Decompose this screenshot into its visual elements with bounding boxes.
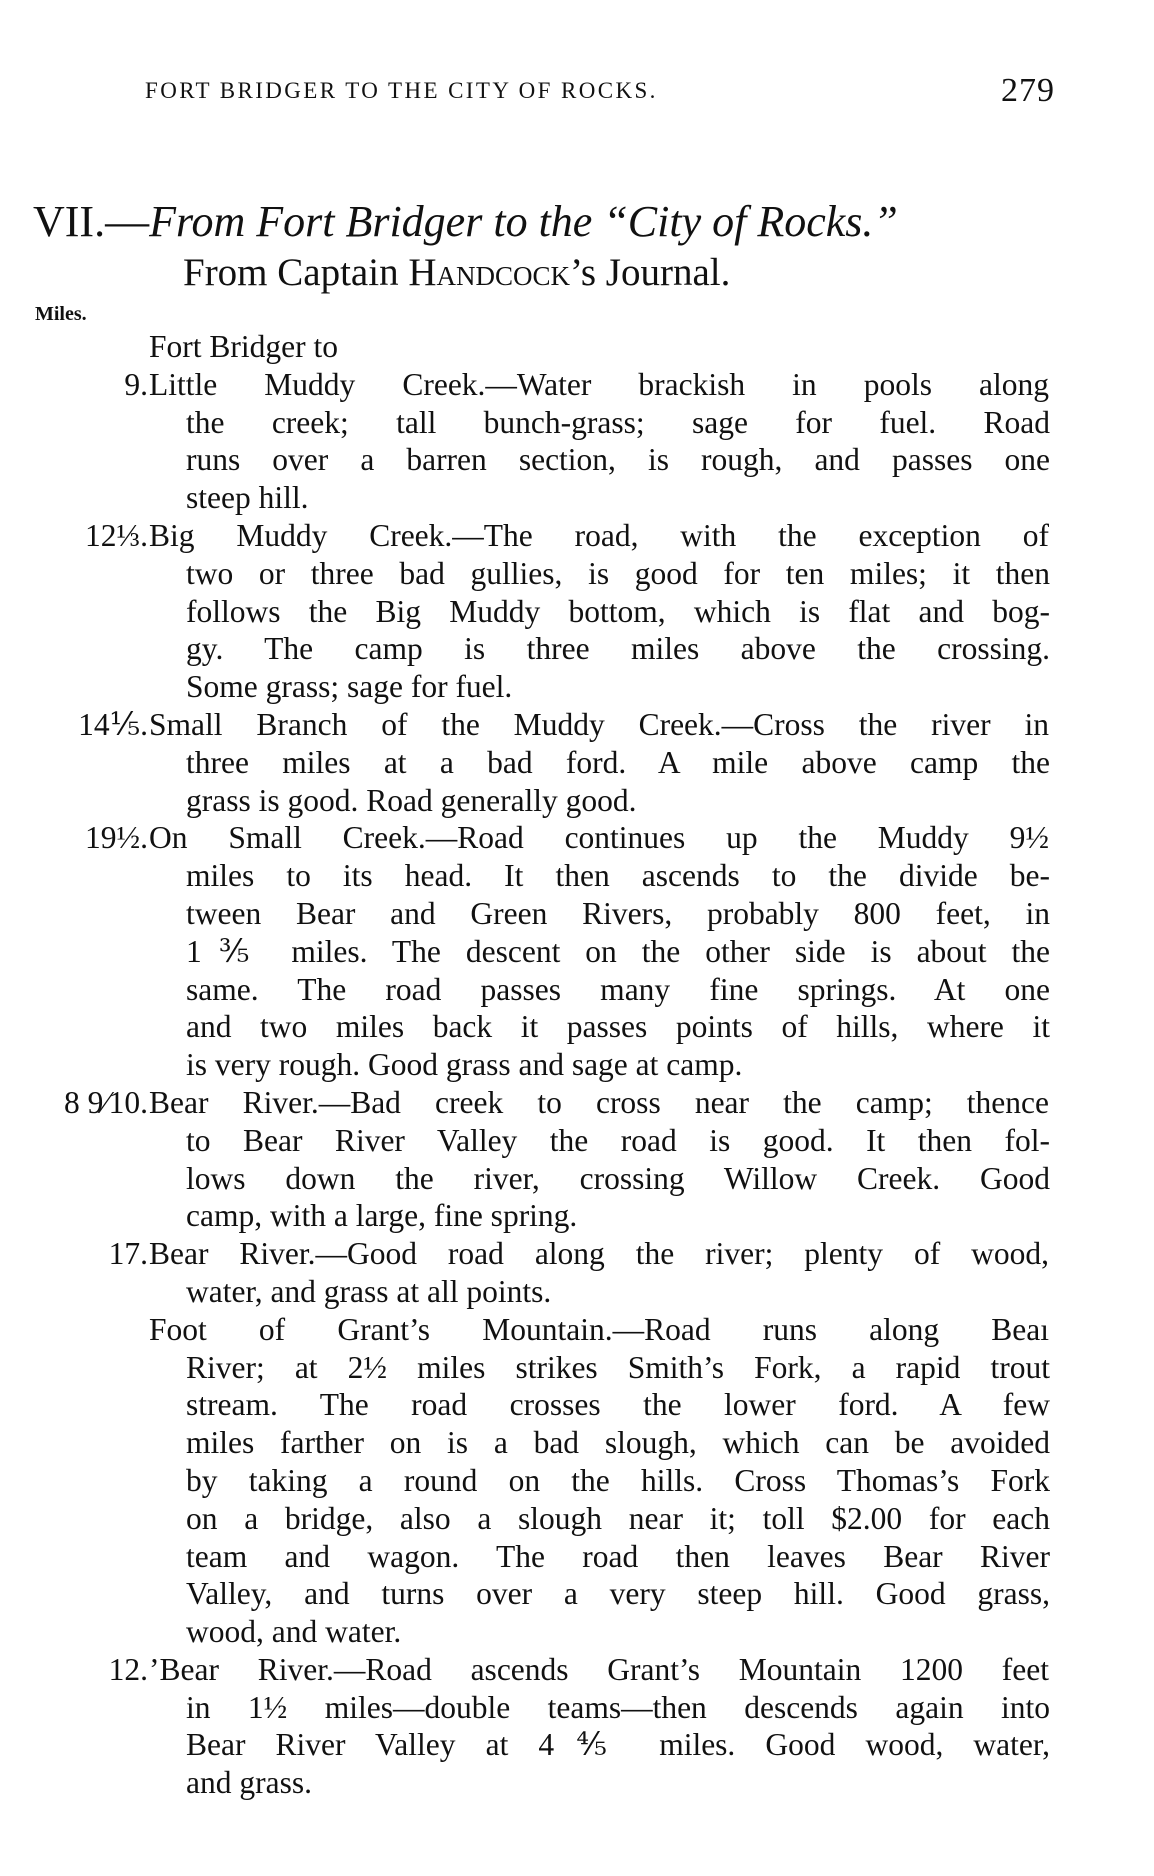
entry-continuation-line: same. The road passes many fine springs. At one (186, 971, 1050, 1007)
entry-continuation-line: by taking a round on the hills. Cross Thomas’s Fork (186, 1462, 1050, 1498)
entry-continuation-line: in 1½ miles—double teams—then descends again into (186, 1689, 1050, 1725)
entry-first-line: Bear River.—Bad creek to cross near the camp; thence (149, 1084, 1049, 1120)
entry-continuation-line: runs over a barren section, is rough, and passes one (186, 442, 1050, 478)
entry-continuation-line: Valley, and turns over a very steep hill. Good grass, (186, 1576, 1050, 1612)
itinerary-entry (0, 1651, 1060, 1802)
entry-continuation-line: on a bridge, also a slough near it; toll $2.00 for each (186, 1500, 1050, 1536)
entry-miles: 19½. (85, 820, 148, 856)
page-number: 279 (1001, 72, 1055, 109)
running-title: FORT BRIDGER TO THE CITY OF ROCKS. (145, 78, 658, 103)
chapter-subtitle (183, 250, 730, 295)
entry-continuation-line: lows down the river, crossing Willow Creek. Good (186, 1160, 1050, 1196)
entry-first-line: Little Muddy Creek.—Water brackish in pools along (149, 366, 1049, 402)
itinerary-entry (0, 1311, 1060, 1651)
itinerary-body (0, 328, 1060, 1802)
entry-first-line: Foot of Grant’s Mountain.—Road runs along Beaı (149, 1311, 1049, 1347)
chapter-numeral: VII.— (33, 197, 150, 246)
entry-first-line: On Small Creek.—Road continues up the Muddy 9½ (149, 820, 1049, 856)
entry-continuation-line: stream. The road crosses the lower ford. A few (186, 1387, 1050, 1423)
entry-continuation-line: tween Bear and Green Rivers, probably 800 feet, in (186, 895, 1050, 931)
entry-continuation-line: Some grass; sage for fuel. (186, 669, 513, 705)
entry-continuation-line: to Bear River Valley the road is good. It then fol- (186, 1122, 1050, 1158)
entry-miles: 12. (108, 1651, 148, 1687)
itinerary-entries (0, 366, 1060, 1802)
entry-continuation-line: team and wagon. The road then leaves Bear River (186, 1538, 1050, 1574)
entry-continuation-line: and two miles back it passes points of hills, where it (186, 1009, 1050, 1045)
entry-miles: 17. (108, 1236, 148, 1272)
entry-continuation-line: camp, with a large, fine spring. (186, 1198, 578, 1234)
entry-first-line: Bear River.—Good road along the river; plenty of wood, (149, 1236, 1049, 1272)
entry-continuation-line: steep hill. (186, 480, 309, 516)
entry-first-line: ’Bear River.—Road ascends Grant’s Mountain 1200 feet (149, 1651, 1049, 1687)
subtitle-pre: From Captain (183, 251, 409, 294)
chapter-title-text: From Fort Bridger to the “City of Rocks.” (149, 197, 898, 246)
entry-continuation-line: 1⅗ miles. The descent on the other side is about the (186, 933, 1050, 969)
entry-continuation-line: miles farther on is a bad slough, which can be avoided (186, 1425, 1050, 1461)
entry-continuation-line: two or three bad gullies, is good for ten miles; it then (186, 555, 1050, 591)
entry-miles: 14⅕. (78, 706, 148, 742)
itinerary-entry (0, 1235, 1060, 1311)
subtitle-name: Handcock (408, 251, 571, 294)
entry-miles: 9. (124, 366, 148, 402)
entry-continuation-line: gy. The camp is three miles above the crossing. (186, 631, 1050, 667)
entry-continuation-line: and grass. (186, 1765, 312, 1801)
entry-first-line: Small Branch of the Muddy Creek.—Cross the river in (149, 706, 1049, 742)
miles-column-label: Miles. (35, 303, 87, 325)
itinerary-intro: Fort Bridger to (149, 329, 338, 364)
itinerary-entry (0, 706, 1060, 819)
itinerary-entry (0, 819, 1060, 1084)
entry-continuation-line: three miles at a bad ford. A mile above camp the (186, 744, 1050, 780)
entry-continuation-line: River; at 2½ miles strikes Smith’s Fork, a rapid trout (186, 1349, 1050, 1385)
itinerary-entry (0, 517, 1060, 706)
chapter-title (33, 196, 898, 247)
entry-continuation-line: the creek; tall bunch-grass; sage for fuel. Road (186, 404, 1050, 440)
itinerary-entry (0, 1084, 1060, 1235)
entry-continuation-line: grass is good. Road generally good. (186, 782, 637, 818)
entry-continuation-line: wood, and water. (186, 1614, 402, 1650)
entry-miles: 8 9⁄10. (63, 1084, 148, 1120)
entry-miles: 12⅓. (85, 517, 148, 553)
entry-continuation-line: Bear River Valley at 4⅘ miles. Good wood, water, (186, 1727, 1050, 1763)
entry-continuation-line: miles to its head. It then ascends to the divide be- (186, 858, 1050, 894)
entry-continuation-line: water, and grass at all points. (186, 1273, 552, 1309)
entry-continuation-line: is very rough. Good grass and sage at camp. (186, 1047, 743, 1083)
entry-first-line: Big Muddy Creek.—The road, with the exception of (149, 517, 1049, 553)
entry-continuation-line: follows the Big Muddy bottom, which is flat and bog- (186, 593, 1050, 629)
itinerary-entry (0, 366, 1060, 517)
subtitle-post: ’s Journal. (570, 251, 731, 294)
running-head (145, 72, 1055, 112)
